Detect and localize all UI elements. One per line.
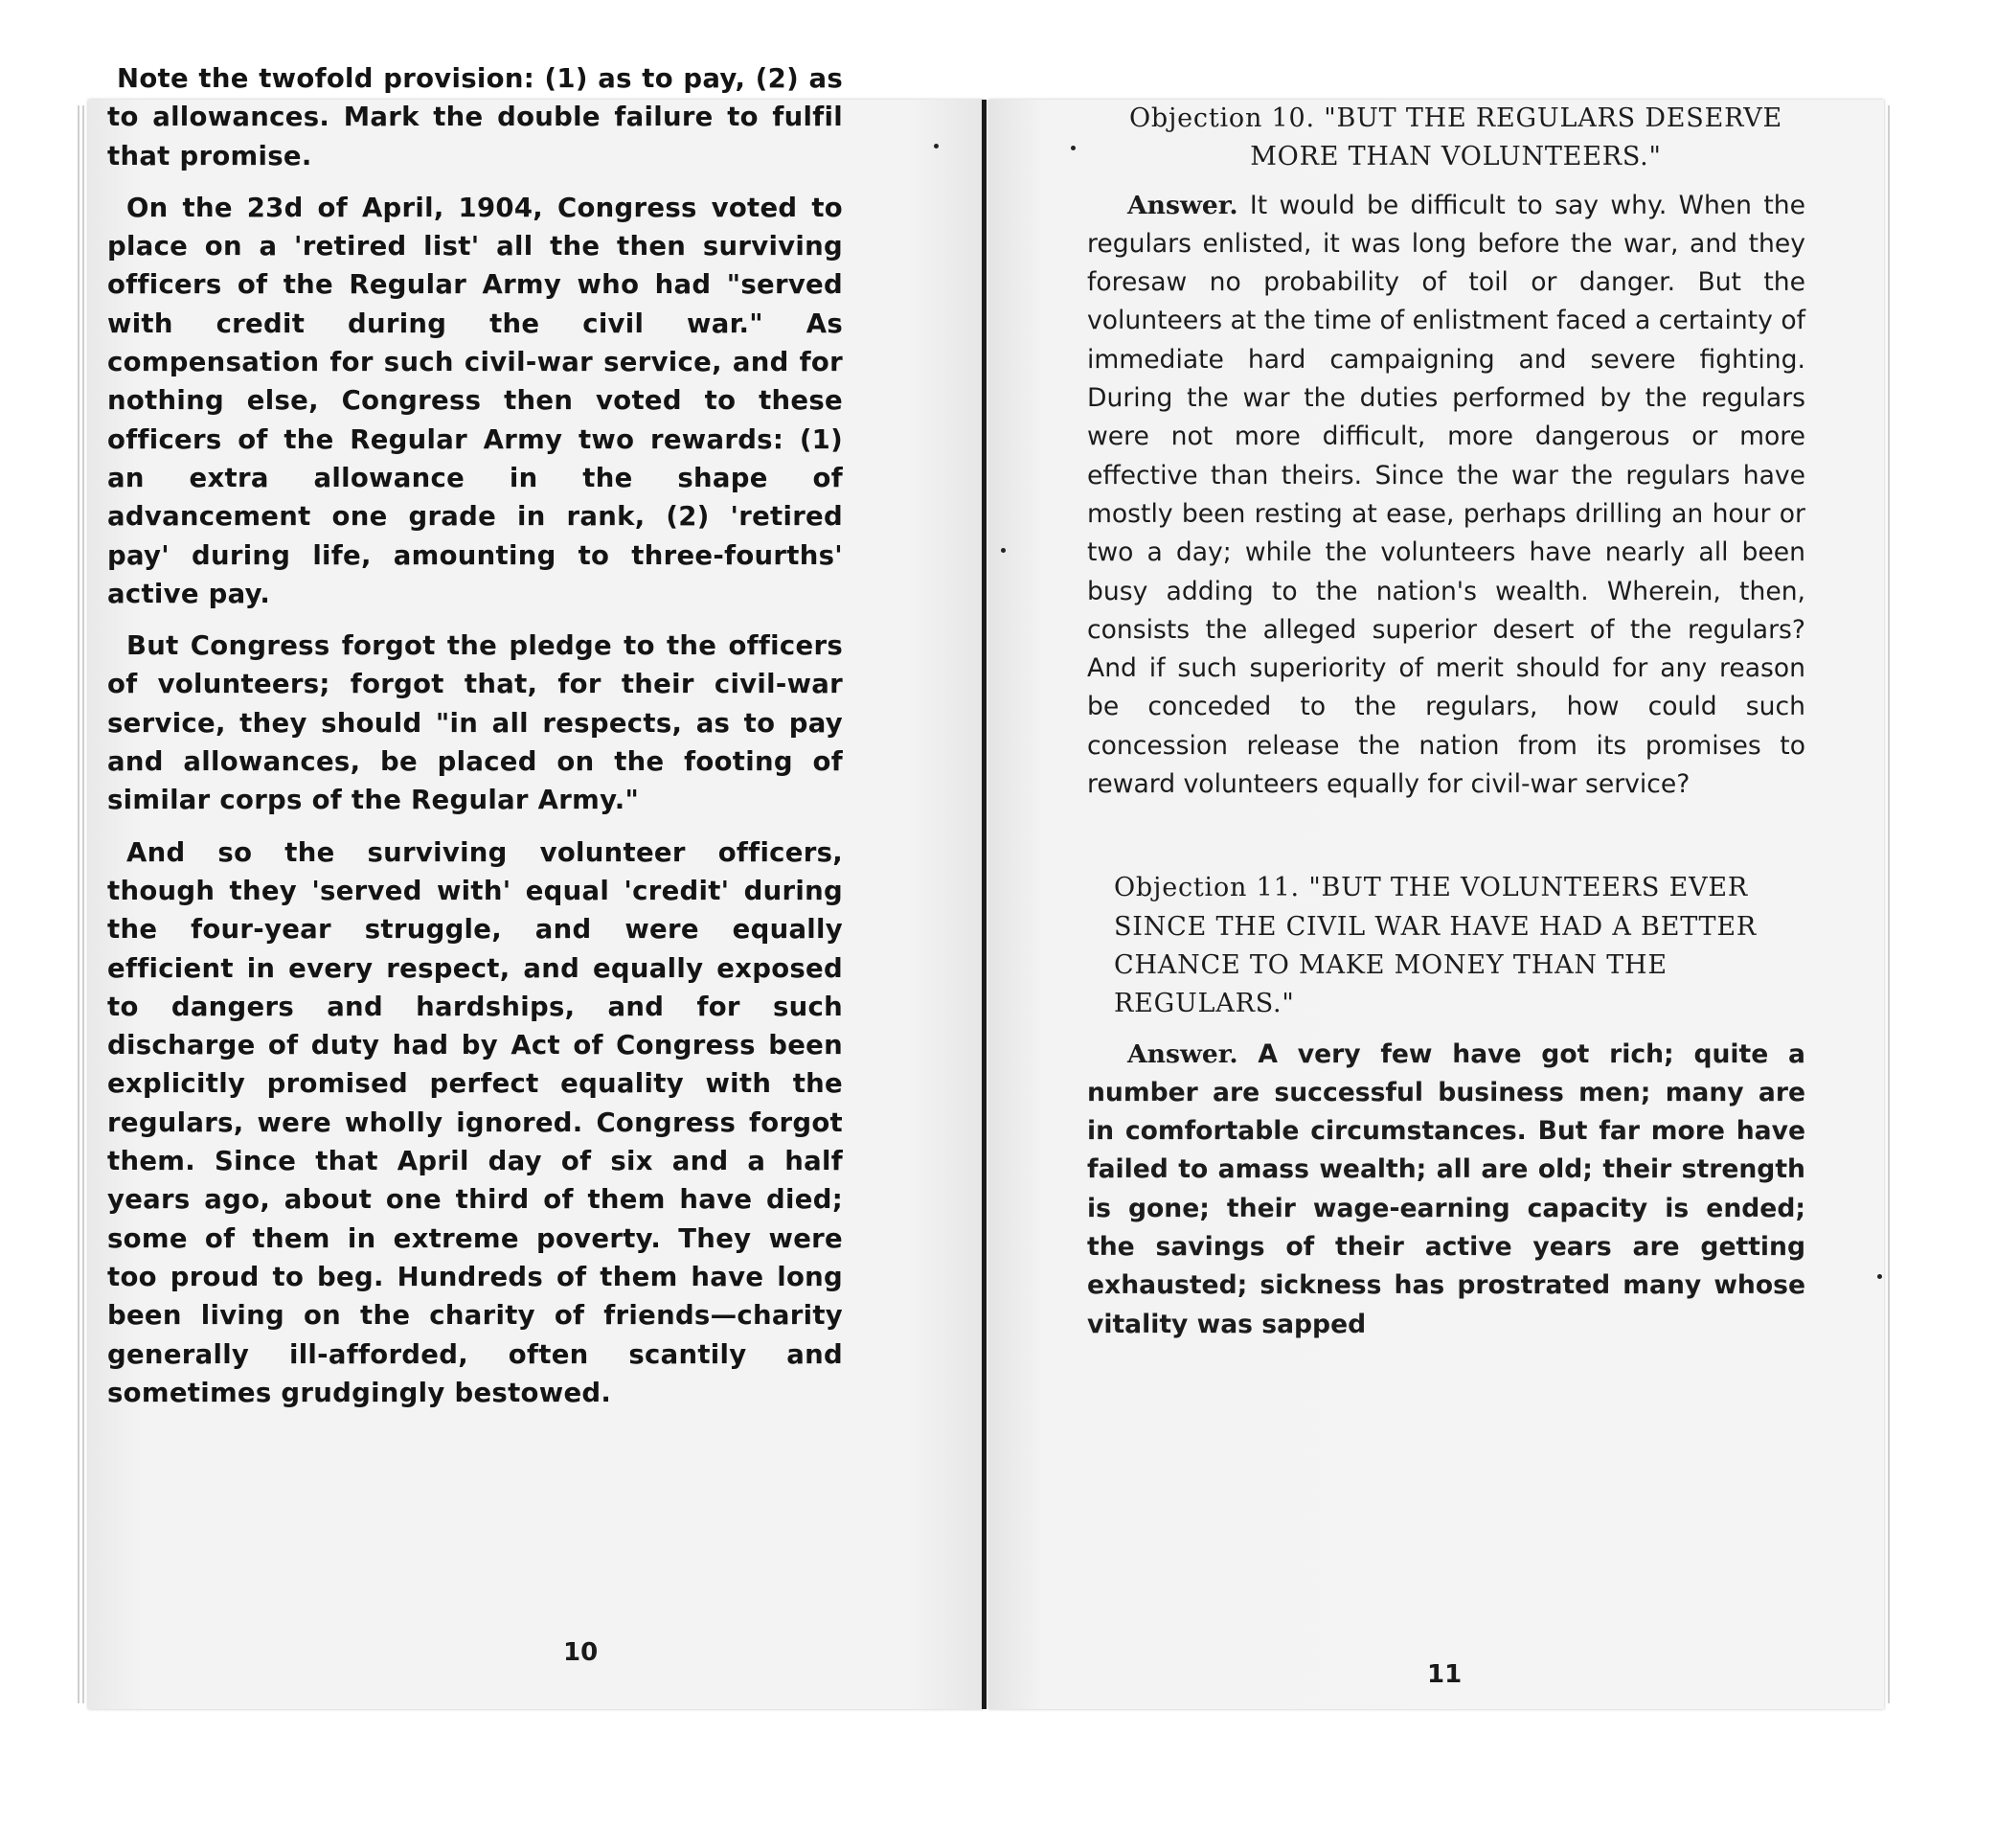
print-speck (934, 144, 939, 148)
paragraph-note: Note the twofold provision: (1) as to pay, (2) as to allowances. Mark the double failure to fulfil that promise. (107, 63, 843, 171)
answer-10-text: It would be difficult to say why. When the regulars enlisted, it was long before the war, and they foresaw no probability of toil or danger. But the volunteers at the time of enlistment faced a certainty of immediate hard campaigning and severe fighting. During the war the duties performed by the regulars were not more difficult, more dangerous or more effective than theirs. Since the war the regulars have mostly been resting at ease, perhaps drilling an hour or two a day; while the volunteers have nearly all been busy adding to the nation's wealth. Wherein, then, consists the alleged superior desert of the regulars? And if such superiority of merit should for any reason be conceded to the regulars, how could such concession release the nation from its promises to reward volunteers equally for civil-war service? (1087, 190, 1805, 800)
answer-10 (1087, 187, 1805, 805)
paragraph-surviving-officers: And so the surviving volunteer officers, though they 'served with' equal 'credit' during the four-year struggle, and were equally efficient in every respect, and equally exposed to dangers and hardships, and for such discharge of duty had by Act of Congress been explicitly promised perfect equality with the regulars, were wholly ignored. Congress forgot them. Since that April day of six and a half years ago, about one third of them have died; some of them in extreme poverty. They were too proud to beg. Hundreds of them have long been living on the charity of friends—charity generally ill-afforded, often scantily and sometimes grudgingly bestowed. (107, 836, 843, 1408)
page-edge (78, 105, 79, 1703)
left-page-text (107, 59, 843, 1426)
page-edge (1888, 105, 1890, 1703)
page-edge (82, 105, 84, 1703)
answer-label: Answer. (1127, 1038, 1238, 1069)
print-speck (1071, 146, 1076, 150)
objection-11-heading: Objection 11. "BUT THE VOLUNTEERS EVER SINCE THE CIVIL WAR HAVE HAD A BETTER CHANCE TO MAKE MONEY THAN THE REGULARS." (1114, 873, 1757, 1019)
right-page-text (1087, 100, 1805, 1344)
page-number-right: 11 (1427, 1660, 1463, 1689)
answer-11-text: A very few have got rich; quite a number are successful business men; many are in comfortable circumstances. But far more have failed to amass wealth; all are old; their strength is gone; their wage-earning capacity is ended; the savings of their active years are getting exhausted; sickness has prostrated many whose vitality was sapped (1087, 1038, 1805, 1339)
paragraph-forgot-pledge: But Congress forgot the pledge to the officers of volunteers; forgot that, for their civil-war service, they should "in all respects, as to pay and allowances, be placed on the footing of similar corps of the Regular Army." (107, 630, 843, 816)
answer-11 (1087, 1036, 1805, 1344)
answer-label: Answer. (1127, 190, 1238, 220)
print-speck (1877, 1274, 1882, 1279)
paragraph-retired-list: On the 23d of April, 1904, Congress voted to place on a 'retired list' all the then surviving officers of the Regular Army who had "served with credit during the civil war." As compensation for such civil-war service, and for nothing else, Congress then voted to these officers of the Regular Army two rewards: (1) an extra allowance in the shape of advancement one grade in rank, (2) 'retired pay' during life, amounting to three-fourths' active pay. (107, 192, 843, 609)
print-speck (1001, 548, 1006, 553)
book-gutter (982, 100, 987, 1709)
page-number-left: 10 (563, 1638, 599, 1667)
objection-10-heading: Objection 10. "BUT THE REGULARS DESERVE MORE THAN VOLUNTEERS." (1128, 103, 1783, 172)
